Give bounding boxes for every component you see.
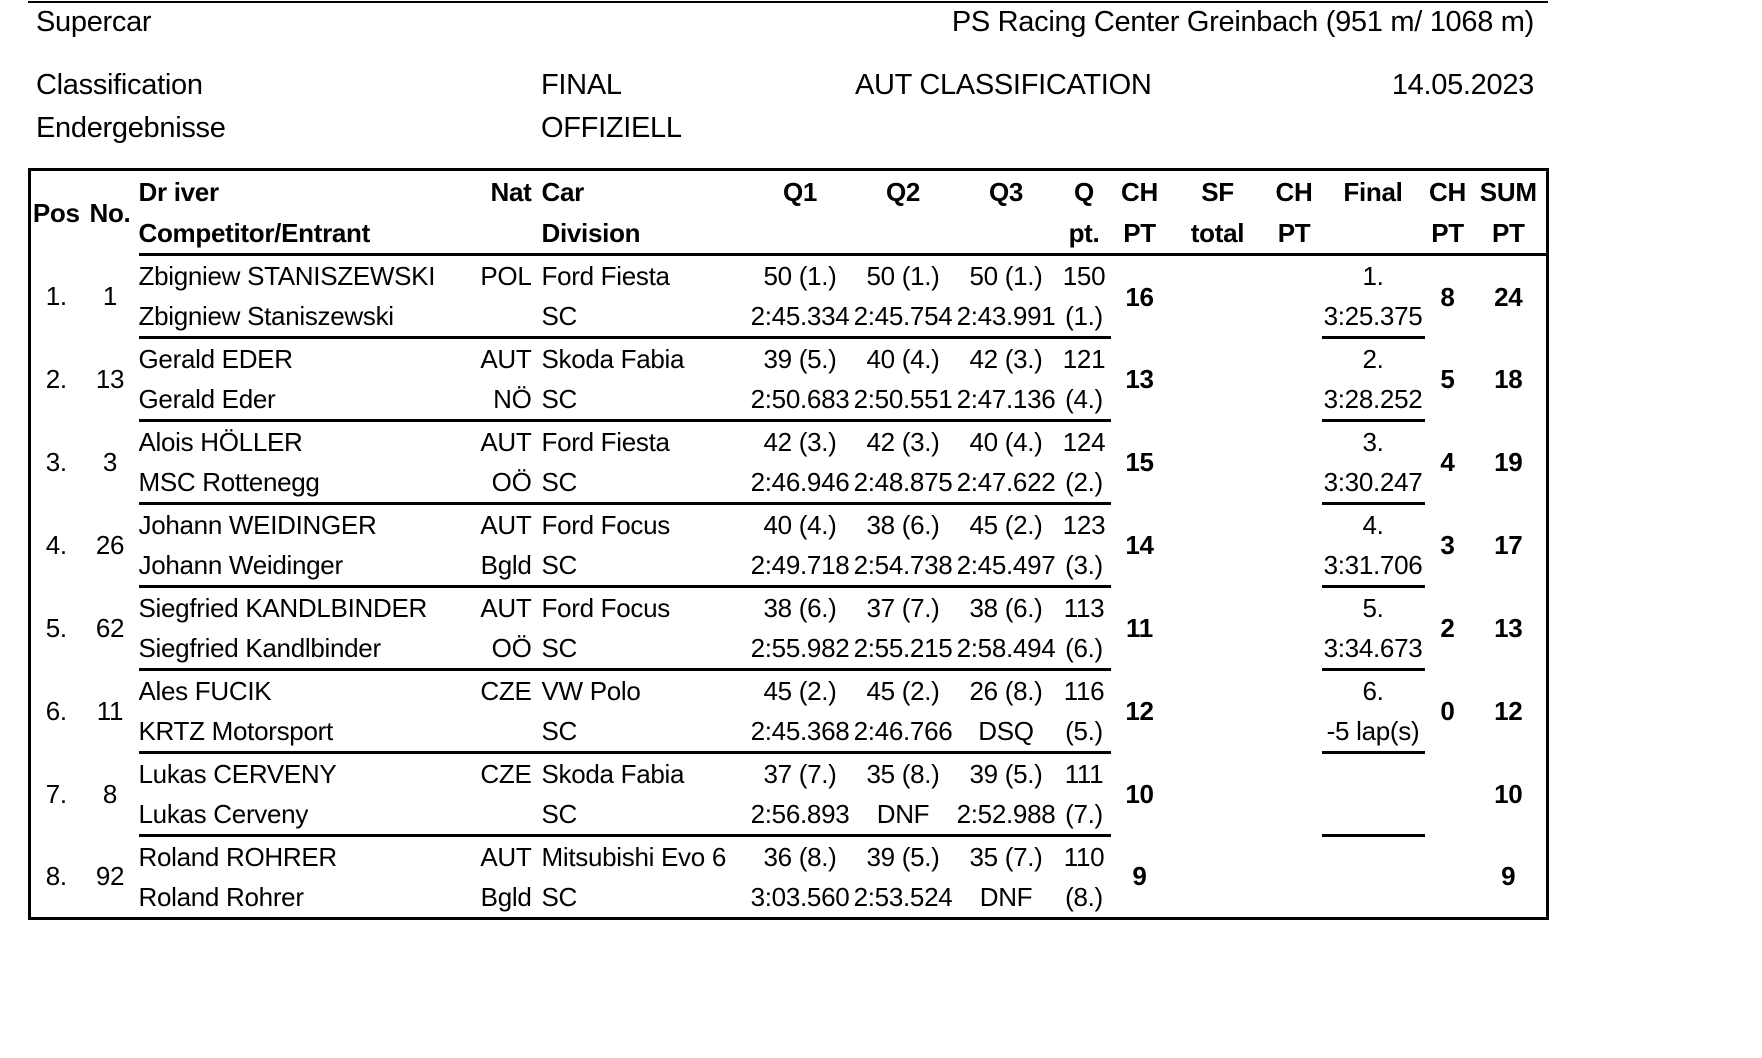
row-region bbox=[466, 711, 532, 753]
row-driver: Zbigniew STANISZEWSKI bbox=[138, 261, 436, 291]
col-q2: Q2 bbox=[885, 176, 921, 207]
col-nat: Nat bbox=[490, 176, 532, 207]
row-pos: 6. bbox=[45, 696, 67, 726]
row-q2-time: 2:48.875 bbox=[852, 462, 955, 504]
row-q2-points: 38 (6.) bbox=[866, 510, 940, 540]
row-q1-points: 37 (7.) bbox=[763, 759, 837, 789]
row-division: SC bbox=[532, 379, 749, 421]
row-ch-pt-3: 3 bbox=[1440, 530, 1455, 560]
row-q3-time: 2:45.497 bbox=[955, 545, 1058, 587]
col-pos: Pos bbox=[32, 197, 80, 228]
row-q1-points: 42 (3.) bbox=[763, 427, 837, 457]
row-driver: Siegfried KANDLBINDER bbox=[138, 593, 427, 623]
row-q-total: 110 bbox=[1063, 842, 1105, 872]
col-q1: Q1 bbox=[782, 176, 818, 207]
row-competitor: Lukas Cerveny bbox=[139, 794, 466, 836]
row-nat: AUT bbox=[480, 510, 532, 540]
row-division: SC bbox=[532, 711, 749, 753]
doc-type-de: Endergebnisse bbox=[36, 112, 226, 144]
row-q3-time: DNF bbox=[955, 877, 1058, 919]
row-q3-points: 42 (3.) bbox=[969, 344, 1043, 374]
table-row bbox=[30, 836, 1548, 878]
row-q-rank: (7.) bbox=[1058, 794, 1111, 836]
row-division: SC bbox=[532, 877, 749, 919]
row-pos: 4. bbox=[45, 530, 67, 560]
row-driver: Johann WEIDINGER bbox=[138, 510, 377, 540]
col-no: No. bbox=[89, 197, 131, 228]
row-nat: CZE bbox=[480, 759, 532, 789]
row-car: VW Polo bbox=[541, 676, 641, 706]
row-q-total: 113 bbox=[1063, 593, 1105, 623]
row-q3-points: 26 (8.) bbox=[969, 676, 1043, 706]
row-competitor: KRTZ Motorsport bbox=[139, 711, 466, 753]
row-sum-pt: 10 bbox=[1494, 779, 1523, 809]
series-name: Supercar bbox=[36, 6, 152, 38]
row-q1-time: 2:45.368 bbox=[749, 711, 852, 753]
row-q3-points: 50 (1.) bbox=[969, 261, 1043, 291]
table-body bbox=[30, 255, 1548, 919]
row-ch-pt-2 bbox=[1267, 587, 1322, 670]
col-ch-pt-3: CH bbox=[1429, 176, 1466, 207]
row-q-rank: (2.) bbox=[1058, 462, 1111, 504]
row-ch-pt: 10 bbox=[1125, 779, 1154, 809]
col-division: Division bbox=[532, 212, 749, 255]
col-q3: Q3 bbox=[988, 176, 1024, 207]
row-no: 62 bbox=[95, 613, 125, 643]
row-driver: Lukas CERVENY bbox=[138, 759, 337, 789]
row-no: 13 bbox=[95, 364, 125, 394]
row-final-time bbox=[1322, 877, 1425, 919]
col-driver: Dr iver bbox=[138, 176, 219, 207]
row-q2-time: 2:55.215 bbox=[852, 628, 955, 670]
row-division: SC bbox=[532, 545, 749, 587]
row-region: OÖ bbox=[466, 462, 532, 504]
row-q-rank: (4.) bbox=[1058, 379, 1111, 421]
table-row bbox=[30, 587, 1548, 629]
row-car: Ford Focus bbox=[541, 510, 670, 540]
venue-name: PS Racing Center Greinbach (951 m/ 1068 m) bbox=[951, 6, 1534, 38]
row-division: SC bbox=[532, 794, 749, 836]
row-sum-pt: 9 bbox=[1501, 861, 1516, 892]
row-q-total: 124 bbox=[1062, 427, 1106, 457]
row-competitor: Zbigniew Staniszewski bbox=[139, 296, 466, 338]
row-sf-total bbox=[1169, 338, 1267, 421]
row-sum-pt: 12 bbox=[1494, 696, 1523, 726]
row-q2-time: 2:45.754 bbox=[852, 296, 955, 338]
row-q1-points: 36 (8.) bbox=[763, 842, 837, 872]
row-ch-pt-2 bbox=[1267, 504, 1322, 587]
row-ch-pt: 9 bbox=[1132, 861, 1147, 892]
col-car: Car bbox=[541, 176, 584, 207]
row-no: 11 bbox=[96, 696, 124, 726]
doc-type-en: Classification bbox=[36, 69, 203, 101]
row-division: SC bbox=[532, 296, 749, 338]
row-q-total: 111 bbox=[1064, 759, 1104, 789]
row-q1-points: 38 (6.) bbox=[763, 593, 837, 623]
row-final-pos: 5. bbox=[1362, 593, 1384, 623]
row-region: Bgld bbox=[466, 877, 532, 919]
row-final-pos: 4. bbox=[1362, 510, 1384, 540]
status-de: OFFIZIELL bbox=[541, 112, 682, 144]
row-q1-time: 3:03.560 bbox=[749, 877, 852, 919]
col-ch-pt-1-sub: PT bbox=[1111, 212, 1169, 255]
row-q3-time: 2:47.622 bbox=[955, 462, 1058, 504]
row-ch-pt-2 bbox=[1267, 670, 1322, 753]
row-q2-points: 50 (1.) bbox=[866, 261, 940, 291]
row-sf-total bbox=[1169, 255, 1267, 338]
row-car: Mitsubishi Evo 6 bbox=[541, 842, 726, 872]
row-car: Skoda Fabia bbox=[541, 759, 685, 789]
col-ch-pt-2: CH bbox=[1275, 176, 1313, 207]
results-table bbox=[28, 168, 1549, 920]
col-sum-pt-sub: PT bbox=[1471, 212, 1548, 255]
row-sf-total bbox=[1169, 836, 1267, 919]
row-q1-time: 2:55.982 bbox=[749, 628, 852, 670]
row-q-rank: (3.) bbox=[1058, 545, 1111, 587]
row-q-total: 150 bbox=[1062, 261, 1106, 291]
row-q3-points: 38 (6.) bbox=[969, 593, 1043, 623]
row-ch-pt: 11 bbox=[1126, 613, 1153, 643]
row-nat: POL bbox=[480, 261, 532, 291]
row-q-total: 121 bbox=[1062, 344, 1106, 374]
row-sum-pt: 18 bbox=[1494, 364, 1523, 394]
col-q-pt: Q bbox=[1074, 176, 1094, 207]
row-ch-pt-2 bbox=[1267, 255, 1322, 338]
row-sf-total bbox=[1169, 753, 1267, 836]
row-q1-points: 45 (2.) bbox=[763, 676, 837, 706]
row-ch-pt-3 bbox=[1425, 753, 1471, 836]
row-no: 8 bbox=[102, 779, 118, 809]
col-ch-pt-3-sub: PT bbox=[1425, 212, 1471, 255]
col-sum-pt: SUM bbox=[1479, 176, 1537, 207]
row-q-total: 116 bbox=[1063, 676, 1105, 706]
row-pos: 2. bbox=[45, 364, 67, 394]
row-sf-total bbox=[1169, 670, 1267, 753]
row-sum-pt: 24 bbox=[1494, 281, 1523, 312]
row-ch-pt: 14 bbox=[1125, 530, 1154, 560]
status-en: FINAL bbox=[541, 69, 622, 101]
row-pos: 1. bbox=[45, 281, 67, 311]
row-division: SC bbox=[532, 462, 749, 504]
row-sum-pt: 19 bbox=[1494, 447, 1523, 477]
row-car: Ford Fiesta bbox=[541, 261, 670, 291]
row-q3-time: 2:58.494 bbox=[955, 628, 1058, 670]
row-q1-time: 2:50.683 bbox=[749, 379, 852, 421]
row-pos: 7. bbox=[45, 779, 67, 809]
row-final-time: 3:28.252 bbox=[1322, 379, 1425, 421]
col-competitor: Competitor/Entrant bbox=[139, 212, 466, 255]
row-region bbox=[466, 794, 532, 836]
table-row bbox=[30, 255, 1548, 297]
row-ch-pt: 12 bbox=[1125, 696, 1154, 726]
row-final-pos: 3. bbox=[1362, 427, 1384, 457]
row-q2-points: 39 (5.) bbox=[866, 842, 940, 872]
row-final-time bbox=[1322, 794, 1425, 836]
row-q2-points: 42 (3.) bbox=[866, 427, 940, 457]
col-sf-total: SF bbox=[1201, 176, 1234, 207]
row-ch-pt: 13 bbox=[1125, 364, 1154, 394]
row-competitor: MSC Rottenegg bbox=[139, 462, 466, 504]
row-q2-time: DNF bbox=[852, 794, 955, 836]
row-no: 92 bbox=[95, 861, 125, 892]
row-ch-pt-3: 0 bbox=[1440, 696, 1455, 726]
row-q1-points: 40 (4.) bbox=[763, 510, 837, 540]
row-q-rank: (8.) bbox=[1058, 877, 1111, 919]
row-division: SC bbox=[532, 628, 749, 670]
row-driver: Roland ROHRER bbox=[138, 842, 337, 872]
col-q-pt-sub: pt. bbox=[1058, 212, 1111, 255]
row-region bbox=[466, 296, 532, 338]
row-q2-time: 2:53.524 bbox=[852, 877, 955, 919]
row-ch-pt-2 bbox=[1267, 836, 1322, 919]
row-car: Ford Focus bbox=[541, 593, 670, 623]
row-car: Ford Fiesta bbox=[541, 427, 670, 457]
row-region: OÖ bbox=[466, 628, 532, 670]
row-q1-points: 50 (1.) bbox=[763, 261, 837, 291]
row-ch-pt-3: 2 bbox=[1440, 613, 1455, 643]
row-no: 26 bbox=[95, 530, 125, 560]
row-nat: AUT bbox=[480, 344, 532, 374]
row-ch-pt-3: 8 bbox=[1440, 281, 1455, 312]
row-q1-time: 2:46.946 bbox=[749, 462, 852, 504]
event-date: 14.05.2023 bbox=[1391, 69, 1534, 101]
table-header bbox=[30, 170, 1548, 255]
row-final-pos bbox=[1322, 753, 1425, 795]
col-sf-total-sub: total bbox=[1169, 212, 1267, 255]
row-q1-time: 2:49.718 bbox=[749, 545, 852, 587]
row-driver: Ales FUCIK bbox=[138, 676, 272, 706]
row-final-pos bbox=[1322, 836, 1425, 878]
row-q3-time: 2:43.991 bbox=[955, 296, 1058, 338]
row-ch-pt: 16 bbox=[1125, 281, 1154, 312]
row-final-time: 3:30.247 bbox=[1322, 462, 1425, 504]
row-q2-points: 40 (4.) bbox=[866, 344, 940, 374]
row-region: NÖ bbox=[466, 379, 532, 421]
row-nat: CZE bbox=[480, 676, 532, 706]
row-sum-pt: 13 bbox=[1494, 613, 1523, 643]
row-final-time: 3:25.375 bbox=[1322, 296, 1425, 338]
row-region: Bgld bbox=[466, 545, 532, 587]
row-driver: Alois HÖLLER bbox=[138, 427, 303, 457]
row-nat: AUT bbox=[480, 842, 532, 872]
table-row bbox=[30, 670, 1548, 712]
row-no: 1 bbox=[102, 281, 118, 311]
row-final-time: -5 lap(s) bbox=[1322, 711, 1425, 753]
row-pos: 8. bbox=[45, 861, 67, 892]
row-nat: AUT bbox=[480, 427, 532, 457]
row-q-rank: (6.) bbox=[1058, 628, 1111, 670]
row-ch-pt-2 bbox=[1267, 338, 1322, 421]
top-rule bbox=[28, 1, 1548, 3]
row-ch-pt-3: 4 bbox=[1440, 447, 1455, 477]
row-final-pos: 6. bbox=[1362, 676, 1384, 706]
row-q3-time: 2:47.136 bbox=[955, 379, 1058, 421]
row-ch-pt-3: 5 bbox=[1440, 364, 1455, 394]
row-final-pos: 2. bbox=[1362, 344, 1384, 374]
row-sf-total bbox=[1169, 587, 1267, 670]
row-driver: Gerald EDER bbox=[138, 344, 293, 374]
table-row bbox=[30, 421, 1548, 463]
row-sf-total bbox=[1169, 421, 1267, 504]
row-final-pos: 1. bbox=[1362, 261, 1384, 291]
row-competitor: Gerald Eder bbox=[139, 379, 466, 421]
row-q-total: 123 bbox=[1062, 510, 1106, 540]
row-nat: AUT bbox=[480, 593, 532, 623]
row-ch-pt-2 bbox=[1267, 753, 1322, 836]
row-q2-points: 37 (7.) bbox=[866, 593, 940, 623]
row-q1-time: 2:45.334 bbox=[749, 296, 852, 338]
row-q3-time: 2:52.988 bbox=[955, 794, 1058, 836]
row-q-rank: (1.) bbox=[1058, 296, 1111, 338]
row-q1-time: 2:56.893 bbox=[749, 794, 852, 836]
row-q2-time: 2:54.738 bbox=[852, 545, 955, 587]
row-competitor: Roland Rohrer bbox=[139, 877, 466, 919]
row-final-time: 3:34.673 bbox=[1322, 628, 1425, 670]
table-row bbox=[30, 338, 1548, 380]
row-ch-pt: 15 bbox=[1125, 447, 1154, 477]
row-ch-pt-2 bbox=[1267, 421, 1322, 504]
row-q1-points: 39 (5.) bbox=[763, 344, 837, 374]
row-q2-points: 45 (2.) bbox=[866, 676, 940, 706]
table-row bbox=[30, 753, 1548, 795]
row-q-rank: (5.) bbox=[1058, 711, 1111, 753]
row-q3-points: 35 (7.) bbox=[969, 842, 1043, 872]
row-q2-points: 35 (8.) bbox=[866, 759, 940, 789]
row-pos: 5. bbox=[45, 613, 67, 643]
col-ch-pt-1: CH bbox=[1121, 176, 1158, 207]
row-q3-points: 39 (5.) bbox=[969, 759, 1043, 789]
row-ch-pt-3 bbox=[1425, 836, 1471, 919]
row-competitor: Siegfried Kandlbinder bbox=[139, 628, 466, 670]
col-ch-pt-2-sub: PT bbox=[1267, 212, 1322, 255]
row-no: 3 bbox=[102, 447, 118, 477]
row-sf-total bbox=[1169, 504, 1267, 587]
row-q2-time: 2:46.766 bbox=[852, 711, 955, 753]
row-car: Skoda Fabia bbox=[541, 344, 685, 374]
row-q2-time: 2:50.551 bbox=[852, 379, 955, 421]
table-row bbox=[30, 504, 1548, 546]
row-pos: 3. bbox=[45, 447, 67, 477]
row-q3-points: 45 (2.) bbox=[969, 510, 1043, 540]
row-q3-points: 40 (4.) bbox=[969, 427, 1043, 457]
classification-label: AUT CLASSIFICATION bbox=[855, 69, 1152, 101]
row-competitor: Johann Weidinger bbox=[139, 545, 466, 587]
row-q3-time: DSQ bbox=[955, 711, 1058, 753]
row-final-time: 3:31.706 bbox=[1322, 545, 1425, 587]
col-final: Final bbox=[1343, 176, 1403, 207]
row-sum-pt: 17 bbox=[1494, 530, 1523, 560]
